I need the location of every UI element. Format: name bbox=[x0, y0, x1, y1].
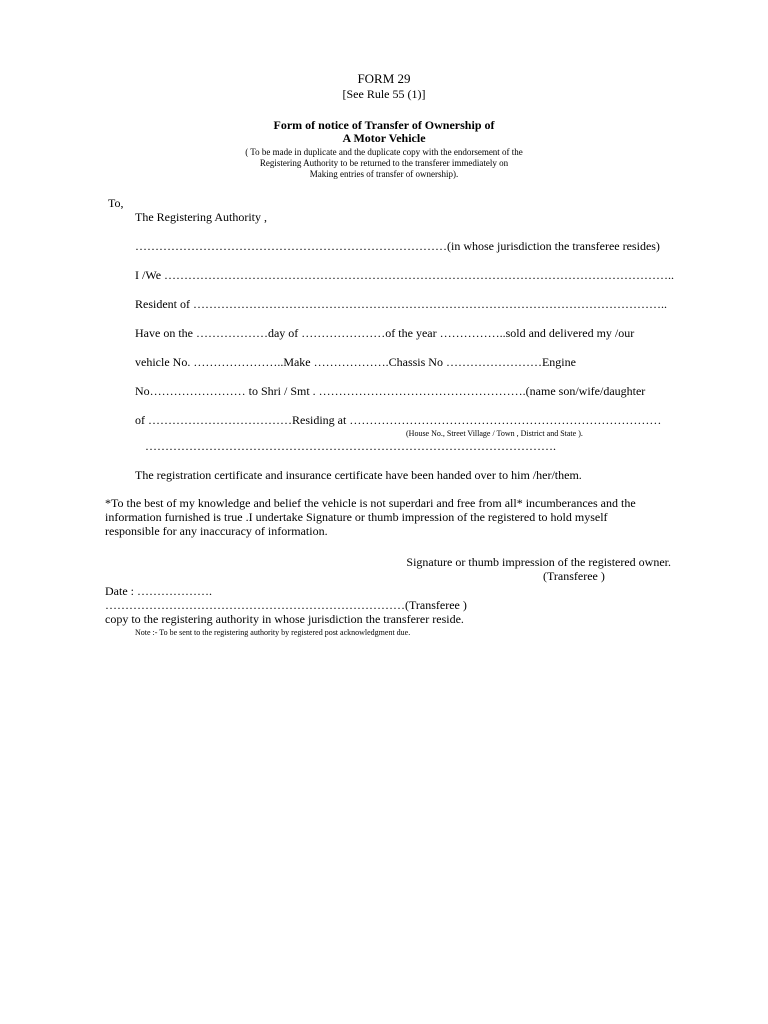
sale-date-line: Have on the ………………day of …………………of the year ……………..sold and delivered my /our bbox=[135, 326, 635, 340]
form-title-line2: A Motor Vehicle bbox=[342, 131, 426, 145]
date-line: Date : ………………. bbox=[105, 584, 212, 598]
instruction-line3: Making entries of transfer of ownership). bbox=[309, 169, 459, 179]
instruction-line1: ( To be made in duplicate and the duplicate copy with the endorsement of the bbox=[245, 147, 523, 157]
copy-to-line: copy to the registering authority in whose jurisdiction the transferer reside. bbox=[105, 612, 464, 626]
to-label: To, bbox=[108, 196, 124, 210]
form-number: FORM 29 bbox=[357, 71, 411, 86]
address-continuation-line: …………………………………………………………………………………………. bbox=[145, 439, 556, 453]
form-title-line1: Form of notice of Transfer of Ownership of bbox=[273, 118, 495, 132]
signature-transferee-label: (Transferee ) bbox=[543, 569, 605, 583]
address-hint: (House No., Street Village / Town , District and State ). bbox=[406, 429, 583, 438]
declaration-line2: information furnished is true .I undertake Signature or thumb impression of the registered to hold myself bbox=[105, 510, 608, 524]
declaration-line1: *To the best of my knowledge and belief the vehicle is not superdari and free from all* incumberances and the bbox=[105, 496, 636, 510]
transferee-name-line: No…………………… to Shri / Smt . …………………………………………….(name son/wife/daughter bbox=[135, 384, 646, 398]
transferee-signature-line: …………………………………………………………………(Transferee ) bbox=[105, 598, 467, 612]
residing-line: of ………………………………Residing at …………………………………………………………………… bbox=[135, 413, 662, 427]
instruction-line2: Registering Authority to be returned to the transferer immediately on bbox=[259, 158, 509, 168]
registering-authority: The Registering Authority , bbox=[135, 210, 267, 224]
declaration-line3: responsible for any inaccuracy of information. bbox=[105, 524, 328, 538]
rule-reference: [See Rule 55 (1)] bbox=[342, 87, 426, 101]
certificate-statement: The registration certificate and insurance certificate have been handed over to him /her/them. bbox=[135, 468, 582, 482]
jurisdiction-line: ……………………………………………………………………(in whose jurisdiction the transferee resides) bbox=[135, 239, 660, 253]
note-line: Note :- To be sent to the registering authority by registered post acknowledgment due. bbox=[135, 628, 411, 637]
resident-line: Resident of ……………………………………………………………………………………………………….. bbox=[135, 297, 667, 311]
vehicle-details-line: vehicle No. …………………..Make ……………….Chassis No ……………………Engine bbox=[135, 355, 576, 369]
transferer-name-line: I /We ……………………………………………………………………………………………………………….. bbox=[135, 268, 675, 282]
signature-label: Signature or thumb impression of the registered owner. bbox=[406, 555, 671, 569]
